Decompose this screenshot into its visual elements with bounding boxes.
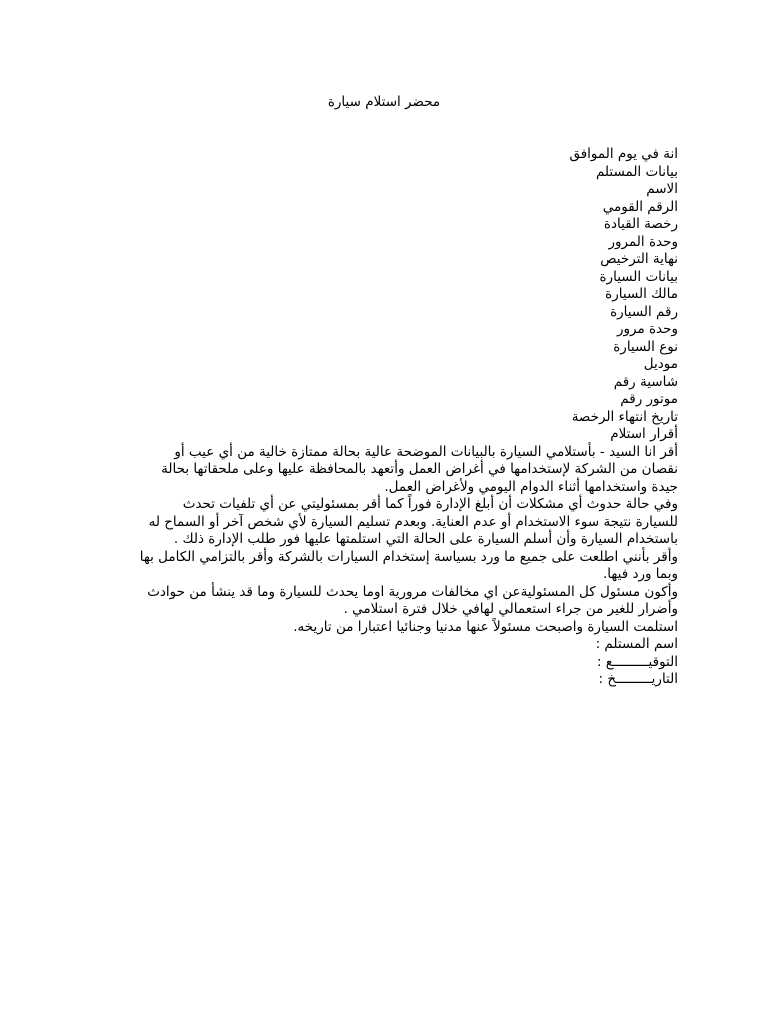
- paragraph-line: أقر انا السيد - بأستلامي السيارة بالبيانات الموضحة عالية بحالة ممتازة خالية من أي عيب أو: [174, 443, 678, 460]
- line-national-id: الرقم القومي: [602, 198, 678, 215]
- line-car-traffic-unit: وحدة مرور: [616, 321, 678, 337]
- line-license-expiry: تاريخ انتهاء الرخصة: [571, 408, 678, 425]
- line-recipient-name: اسم المستلم :: [595, 636, 678, 652]
- line-model: موديل: [643, 356, 678, 372]
- line-traffic-unit: وحدة المرور: [608, 233, 678, 250]
- line-driving-license: رخصة القيادة: [603, 216, 678, 232]
- line-name: الاسم: [646, 181, 678, 197]
- line-date: انة في يوم الموافق: [569, 146, 678, 162]
- line-chassis: شاسية رقم: [613, 373, 678, 390]
- paragraph-line: وأقر بأنني اطلعت على جميع ما ورد بسياسة إستخدام السيارات بالشركة وأقر بالتزامي الكامل بها: [139, 548, 678, 565]
- paragraph-line: باستخدام السيارة وأن أسلم السيارة على الحالة التي استلمتها عليها فور طلب الإدارة ذلك .: [173, 531, 678, 547]
- paragraph-line: للسيارة نتيجة سوء الاستخدام أو عدم العناية. وبعدم تسليم السيارة لأي شخص آخر أو السماح له: [148, 513, 678, 530]
- line-car-owner: مالك السيارة: [605, 286, 678, 302]
- line-car-type: نوع السيارة: [613, 338, 678, 355]
- paragraph-line: وأضرار للغير من جراء استعمالي لهافي خلال فترة استلامي .: [343, 601, 678, 617]
- line-recipient-section: بيانات المستلم: [595, 163, 678, 180]
- paragraph-line: استلمت السيارة واصبحت مسئولاً عنها مدنيا وجنائيا اعتبارا من تاريخه.: [293, 618, 678, 635]
- line-license-end: نهاية الترخيص: [600, 251, 678, 267]
- document-body: [86, 146, 678, 689]
- paragraph-line: وبما ورد فيها.: [603, 566, 678, 582]
- paragraph-line: وفي حالة حدوث أي مشكلات أن أبلغ الإدارة فوراً كما أقر بمسئوليتي عن أي تلفيات تحدث: [182, 496, 678, 512]
- document-title: محضر استلام سيارة: [327, 94, 441, 110]
- line-car-number: رقم السيارة: [610, 303, 678, 320]
- line-signature: التوقيـــــــــع :: [596, 653, 678, 670]
- line-date-signed: التاريـــــــــخ :: [598, 671, 678, 687]
- line-receipt-heading: أقرار استلام: [610, 426, 678, 442]
- paragraph-line: نقصان من الشركة لإستخدامها في أغراض العمل وأتعهد بالمحافظة عليها وعلى ملحقاتها بحالة: [161, 461, 678, 477]
- line-engine: موتور رقم: [620, 391, 678, 407]
- line-car-section: بيانات السيارة: [599, 268, 678, 285]
- paragraph-line: وأكون مسئول كل المسئوليةعن اي مخالفات مرورية اوما يحدث للسيارة وما قد ينشأ من حوادث: [147, 583, 678, 600]
- paragraph-line: جيدة واستخدامها أثناء الدوام اليومي ولأغراض العمل.: [384, 478, 678, 495]
